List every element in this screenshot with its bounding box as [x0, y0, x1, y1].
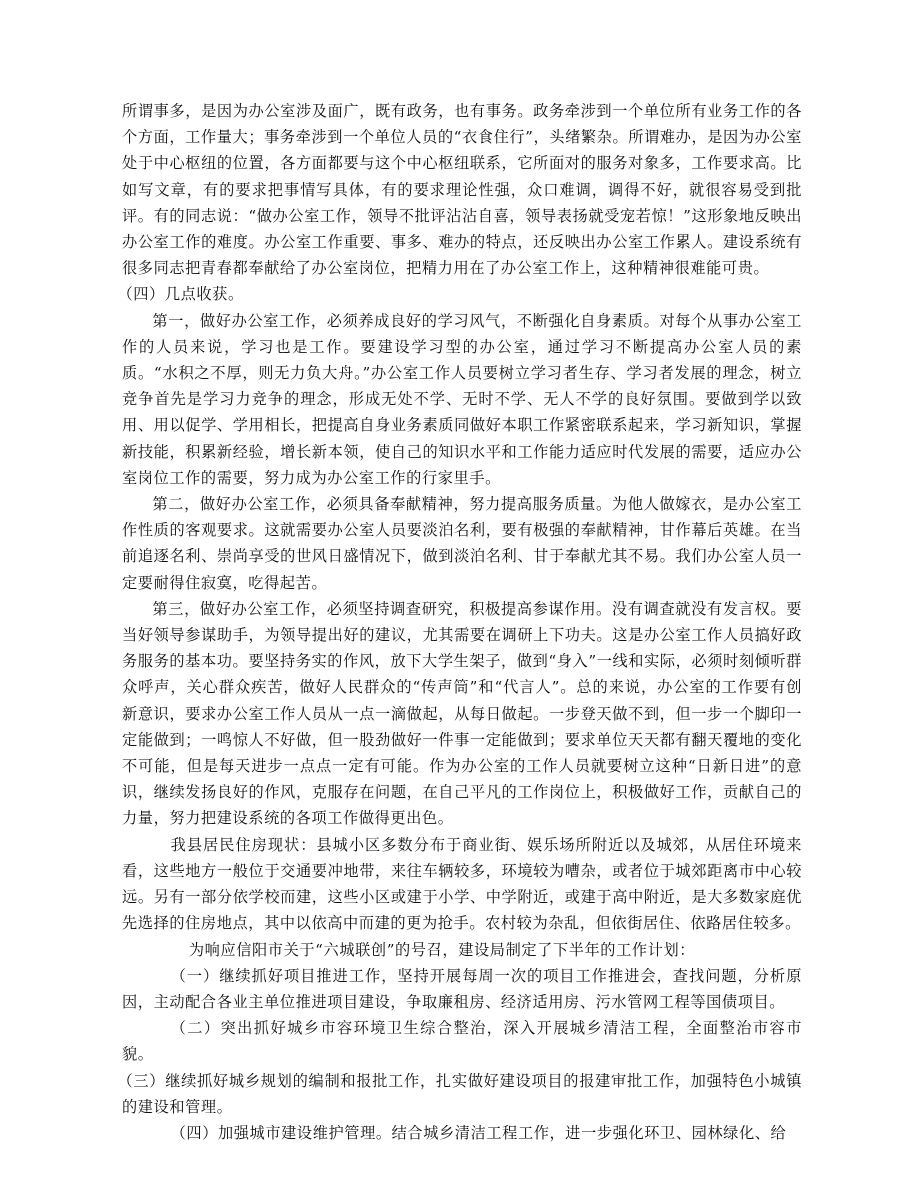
paragraph-housing-status: 我县居民住房现状：县城小区多数分布于商业街、娱乐场所附近以及城郊，从居住环境来看，这些地方一般位于交通要冲地带，来往车辆较多，环境较为嘈杂，或者位于城郊距离市中心较远。另有一部分依学校而建，这些小区或建于小学、中学附近，或建于高中附近，是大多数家庭优先选择的住房地点，其中以依高中而建的更为抢手。农村较为杂乱，但依街居住、依路居住较多。 [122, 835, 802, 933]
section-heading-gains: （四）几点收获。 [117, 285, 244, 304]
document-page [117, 98, 802, 1146]
plan-item-4: （四）加强城市建设维护管理。结合城乡清洁工程工作，进一步强化环卫、园林绿化、给 [170, 1123, 787, 1142]
paragraph-third-point: 第三，做好办公室工作，必须坚持调查研究，积极提高参谋作用。没有调查就没有发言权。要当好领导参谋助手，为领导提出好的建议，尤其需要在调研上下功夫。这是办公室工作人员搞好政务服务的基本功。要坚持务实的作风，放下大学生架子，做到“身入”一线和实际，必须时刻倾听群众呼声，关心群众疾苦，做好人民群众的“传声筒”和“代言人”。总的来说，办公室的工作要有创新意识，要求办公室工作人员从一点一滴做起，从每日做起。一步登天做不到，但一步一个脚印一定能做到；一鸣惊人不好做，但一股劲做好一件事一定能做到；要求单位天天都有翻天覆地的变化不可能，但是每天进步一点点一定有可能。作为办公室的工作人员就要树立这种“日新日进”的意识，继续发扬良好的作风，克服存在问题，在自己平凡的工作岗位上，积极做好工作，贡献自己的力量，努力把建设系统的各项工作做得更出色。 [122, 599, 802, 828]
paragraph-work-plan-intro: 为响应信阳市关于“六城联创”的号召，建设局制定了下半年的工作计划： [188, 940, 696, 959]
plan-item-2: （二）突出抓好城乡市容环境卫生综合整治，深入开展城乡清洁工程，全面整治市容市貌。 [122, 1019, 802, 1064]
plan-item-1: （一）继续抓好项目推进工作，坚持开展每周一次的项目工作推进会，查找问题，分析原因，主动配合各业主单位推进项目建设，争取廉租房、经济适用房、污水管网工程等国债项目。 [122, 966, 802, 1011]
paragraph-second-point: 第二，做好办公室工作，必须具备奉献精神，努力提高服务质量。为他人做嫁衣，是办公室工作性质的客观要求。这就需要办公室人员要淡泊名利，要有极强的奉献精神，甘作幕后英雄。在当前追逐名利、崇尚享受的世风日盛情况下，做到淡泊名利、甘于奉献尤其不易。我们办公室人员一定要耐得住寂寞，吃得起苦。 [122, 495, 802, 592]
paragraph-first-point: 第一，做好办公室工作，必须养成良好的学习风气，不断强化自身素质。对每个从事办公室工作的人员来说，学习也是工作。要建设学习型的办公室，通过学习不断提高办公室人员的素质。“水积之不厚，则无力负大舟。”办公室工作人员要树立学习者生存、学习者发展的理念，树立竞争首先是学习力竞争的理念，形成无处不学、无时不学、无人不学的良好氛围。要做到学以致用、用以促学、学用相长，把提高自身业务素质同做好本职工作紧密联系起来，学习新知识，掌握新技能，积累新经验，增长新本领，使自己的知识水平和工作能力适应时代发展的需要，适应办公室岗位工作的需要，努力成为办公室工作的行家里手。 [122, 311, 802, 487]
plan-item-3: （三）继续抓好城乡规划的编制和报批工作，扎实做好建设项目的报建审批工作，加强特色小城镇的建设和管理。 [117, 1071, 802, 1116]
paragraph-office-workload: 所谓事多，是因为办公室涉及面广，既有政务，也有事务。政务牵涉到一个单位所有业务工作的各个方面，工作量大；事务牵涉到一个单位人员的“衣食住行”，头绪繁杂。所谓难办，是因为办公室处于中心枢纽的位置，各方面都要与这个中心枢纽联系，它所面对的服务对象多，工作要求高。比如写文章，有的要求把事情写具体，有的要求理论性强，众口难调，调得不好，就很容易受到批评。有的同志说：“做办公室工作，领导不批评沾沾自喜，领导表扬就受宠若惊！”这形象地反映出办公室工作的难度。办公室工作重要、事多、难办的特点，还反映出办公室工作累人。建设系统有很多同志把青春都奉献给了办公室岗位，把精力用在了办公室工作上，这种精神很难能可贵。 [122, 102, 802, 278]
